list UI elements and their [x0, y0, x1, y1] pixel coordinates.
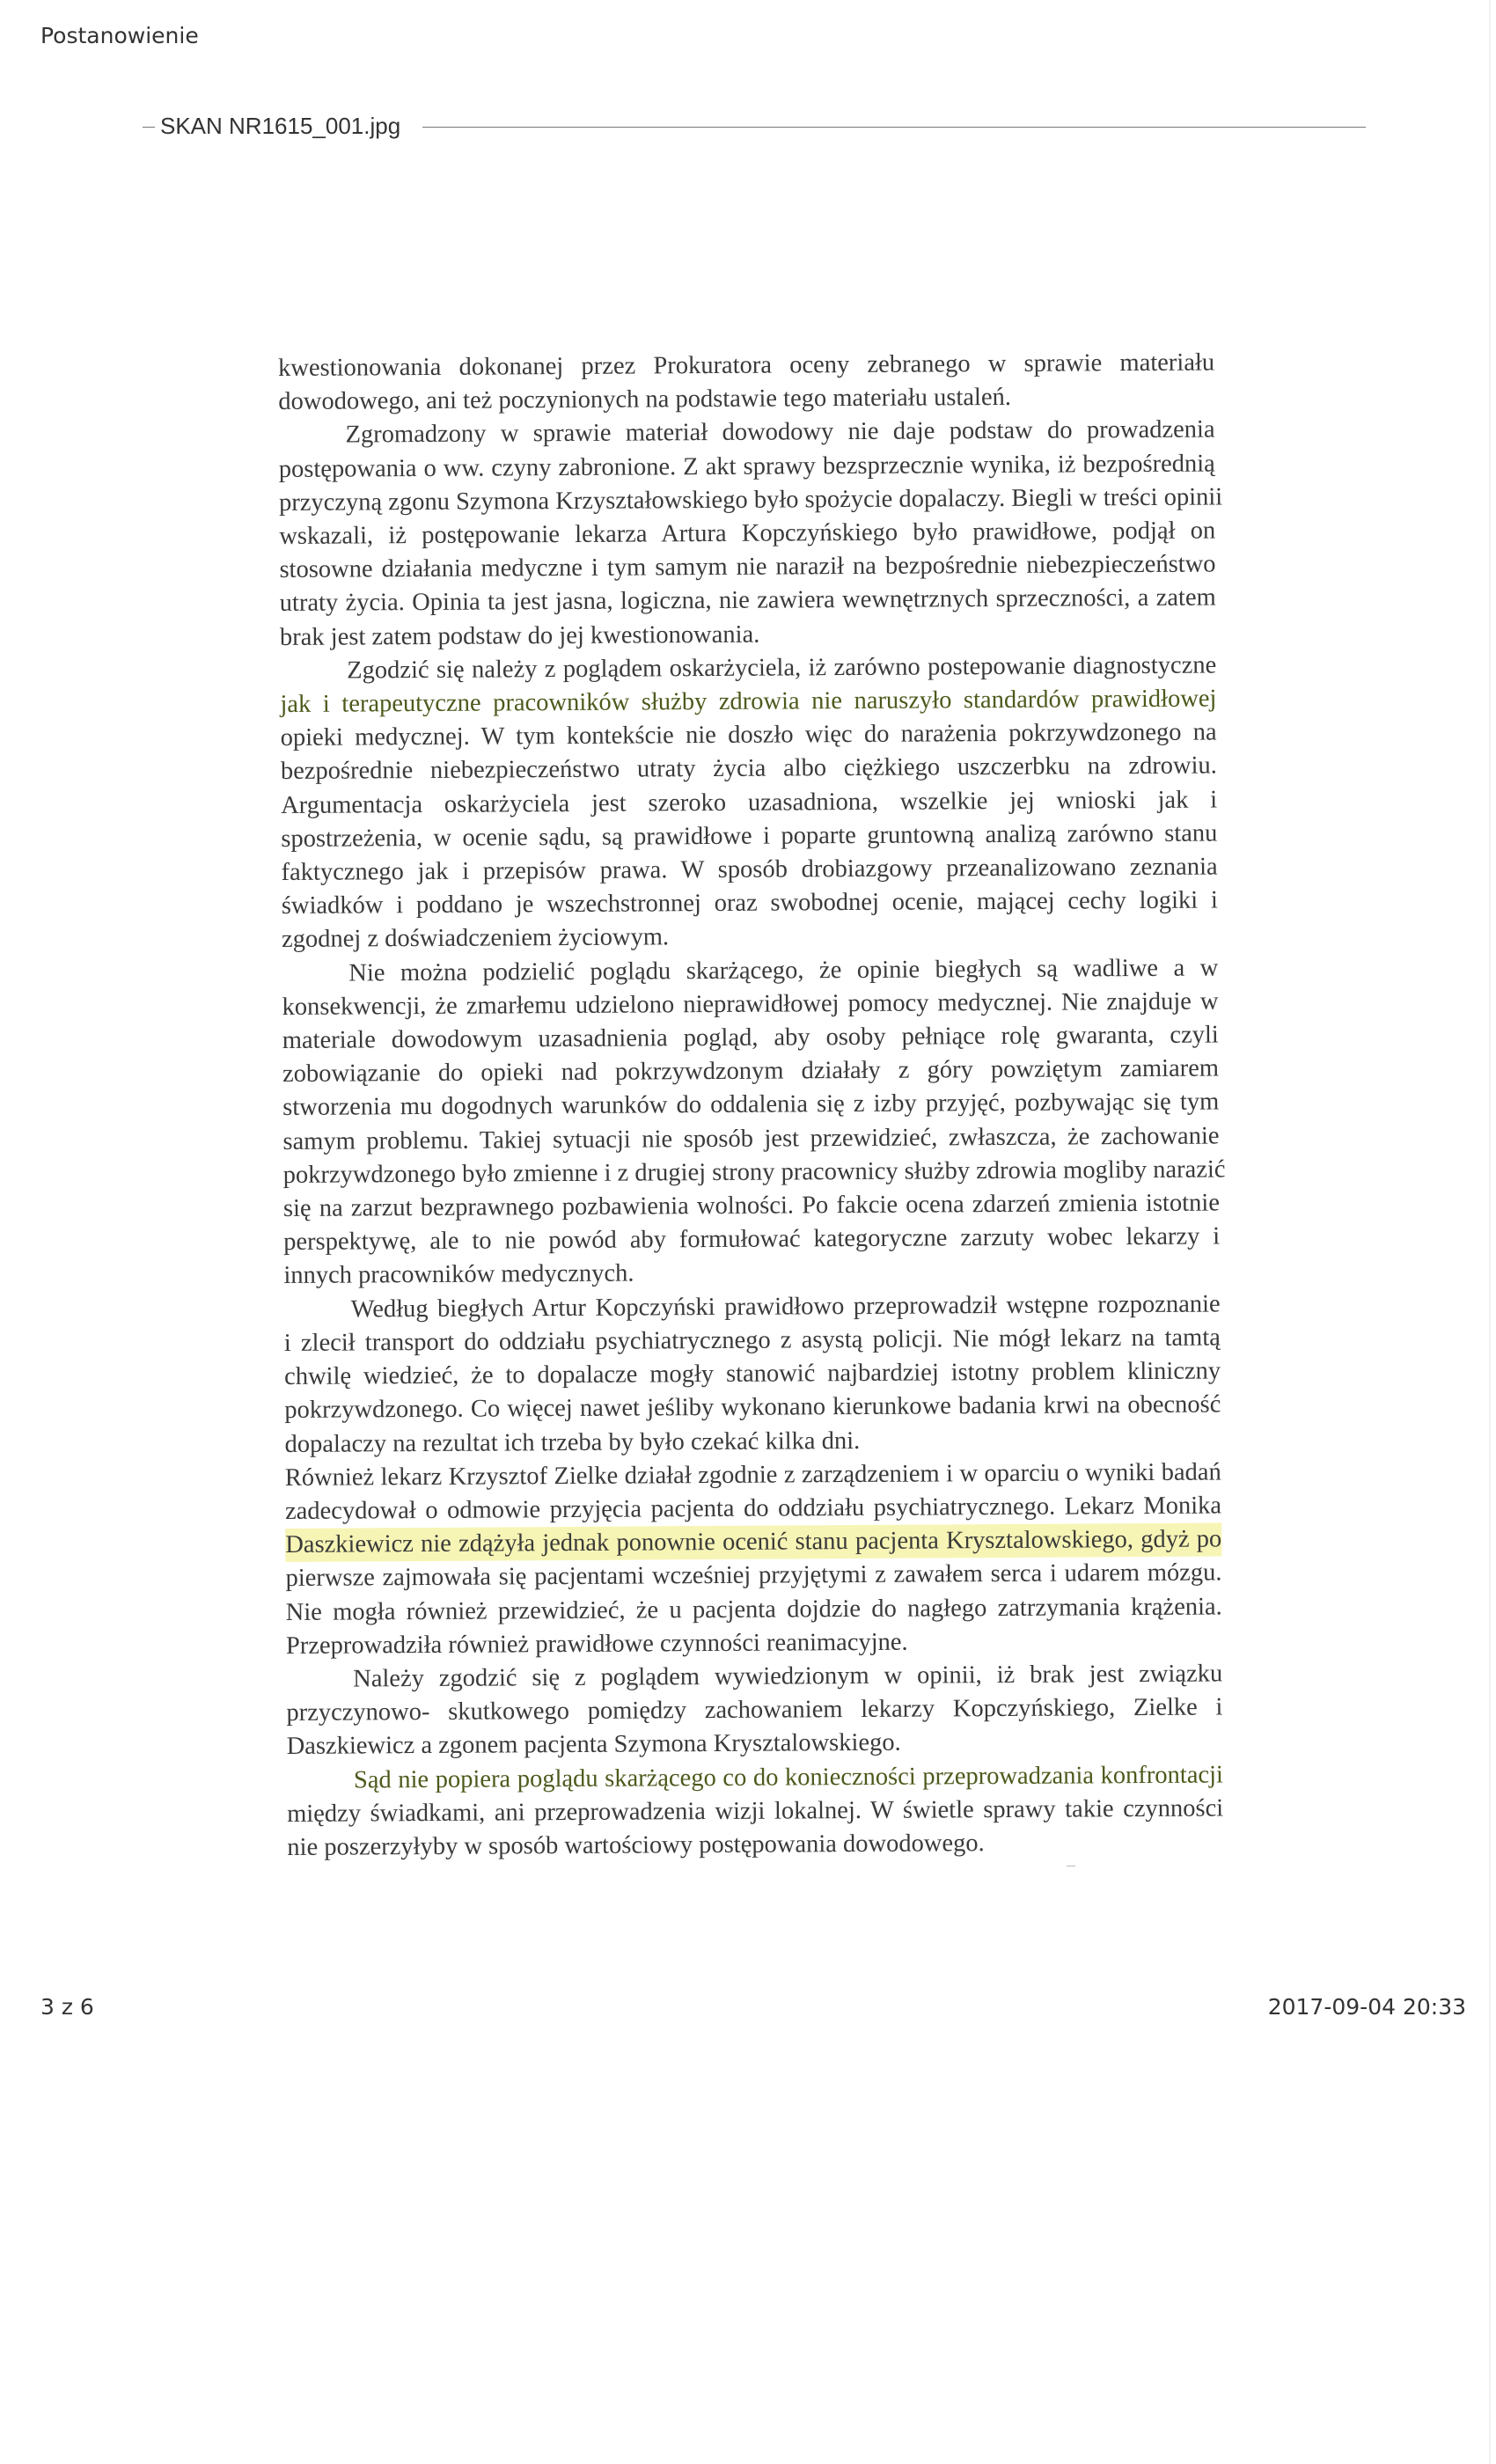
- paragraph-4: [282, 951, 1226, 1294]
- paragraph-5: [284, 1287, 1221, 1462]
- text-line: Daszkiewicz a zgonem pacjenta Szymona Krysztalowskiego.: [286, 1729, 901, 1761]
- text-line: innych pracowników medycznych.: [283, 1260, 634, 1290]
- scan-file-title-row: [143, 109, 1366, 144]
- text-line: Również lekarz Krzysztof Zielke działał zgodnie z zarządzeniem i w oparciu o wyniki badań: [284, 1458, 1221, 1492]
- text-line: Zgodzić się należy z poglądem oskarżyciela, iż zarówno postepowanie diagnostyczne: [347, 651, 1217, 685]
- text-line: Zgromadzony w sprawie materiał dowodowy nie daje podstaw do prowadzenia: [345, 415, 1215, 449]
- text-line: zadecydował o odmowie przyjęcia pacjenta do oddziału psychiatrycznego. Lekarz Monika: [284, 1492, 1222, 1525]
- text-line: dowodowego, ani też poczynionych na podstawie tego materiału ustaleń.: [278, 384, 1012, 416]
- paragraph-6: [285, 1456, 1222, 1663]
- text-line: przyczyną zgonu Szymona Krzyształowskiego było spożycie dopalaczy. Biegli w treści opinii: [278, 483, 1223, 517]
- text-line: się na zarzut bezprawnego pozbawienia wolności. Po fakcie ocena zdarzeń zmienia istotnie: [282, 1189, 1221, 1223]
- text-line: pokrzywdzonego było zmienne i z drugiej strony pracownicy służby zdrowia mogliby narazić: [282, 1155, 1226, 1189]
- paragraph-1: [278, 347, 1214, 420]
- text-line: Przeprowadziła również prawidłowe czynności reanimacyjne.: [285, 1628, 908, 1660]
- scan-file-name: SKAN NR1615_001.jpg: [160, 113, 401, 139]
- text-line: spostrzeżenia, w ocenie sądu, są prawidłowe i poparte gruntowną analizą zarówno stanu: [281, 819, 1218, 853]
- text-line: opieki medycznej. W tym kontekście nie doszło więc do narażenia pokrzywdzonego na: [280, 718, 1217, 752]
- text-line: Sąd nie popiera poglądu skarżącego co do konieczności przeprowadzania konfrontacji: [353, 1761, 1223, 1794]
- title-rule-left: [143, 127, 155, 128]
- text-line: Nie można podzielić poglądu skarżącego, że opinie biegłych są wadliwe a w: [348, 954, 1219, 987]
- text-line: pokrzywdzonego. Co więcej nawet jeśliby wykonano kierunkowe badania krwi na obecność: [284, 1390, 1221, 1425]
- text-line: wskazali, iż postępowanie lekarza Artura Kopczyńskiego było prawidłowe, podjął on: [279, 517, 1216, 551]
- text-line: dopalaczy na rezultat ich trzeba by było czekać kilka dni.: [284, 1426, 861, 1458]
- page-number: 3 z 6: [40, 1994, 94, 2020]
- text-line: zgodnej z doświadczeniem życiowym.: [281, 923, 670, 954]
- title-rule-right: [422, 127, 1366, 128]
- text-line: bezpośrednie niebezpieczeństwo utraty życia albo ciężkiego uszczerbku na zdrowiu.: [280, 752, 1217, 786]
- text-line: Argumentacja oskarżyciela jest szeroko uzasadniona, wszelkie jej wnioski jak i: [281, 786, 1218, 819]
- text-line: między świadkami, ani przeprowadzenia wizji lokalnej. W świetle sprawy takie czynności: [287, 1794, 1224, 1828]
- text-line: perspektywę, ale to nie powód aby formułować kategoryczne zarzuty wobec lekarzy i: [283, 1222, 1221, 1257]
- text-line: nie poszerzyłyby w sposób wartościowy postępowania dowodowego.: [287, 1830, 985, 1861]
- paragraph-2: [278, 414, 1223, 655]
- text-line: stworzenia mu dogodnych warunków do oddalenia się z izby przyjęć, pozbywając się tym: [282, 1088, 1220, 1122]
- text-line: Według biegłych Artur Kopczyński prawidłowo przeprowadził wstępne rozpoznanie: [350, 1290, 1221, 1324]
- highlighted-text-line: Daszkiewicz nie zdążyła jednak ponownie ocenić stanu pacjenta Krysztalowskiego, gdyż po: [285, 1523, 1221, 1563]
- paragraph-8: [287, 1758, 1224, 1865]
- text-line: i zlecił transport do oddziału psychiatrycznego z asystą policji. Nie mógł lekarz na tamtą: [283, 1324, 1221, 1357]
- paragraph-3: [280, 649, 1218, 957]
- paragraph-7: [286, 1657, 1223, 1764]
- text-line: jak i terapeutyczne pracowników służby zdrowia nie naruszyło standardów prawidłowej: [280, 685, 1217, 719]
- text-line: Nie mogła również przewidzieć, że u pacjenta dojdzie do nagłego zatrzymania krążenia.: [285, 1592, 1222, 1626]
- text-line: materiale dowodowym uzasadnienia pogląd, aby osoby pełniące rolę gwaranta, czyli: [282, 1021, 1219, 1055]
- text-line: zobowiązanie do opieki nad pokrzywdzonym działały z góry powziętym zamiarem: [282, 1054, 1220, 1089]
- text-line: Należy zgodzić się z poglądem wywiedzionym w opinii, iż brak jest związku: [353, 1660, 1223, 1693]
- print-timestamp: 2017-09-04 20:33: [1267, 1994, 1466, 2020]
- text-line: przyczynowo- skutkowego pomiędzy zachowaniem lekarzy Kopczyńskiego, Zielke i: [286, 1693, 1223, 1727]
- text-line: brak jest zatem podstaw do jej kwestionowania.: [279, 620, 760, 651]
- print-header-title: Postanowienie: [40, 23, 199, 48]
- text-line: samym problemu. Takiej sytuacji nie sposób jest przewidzieć, zwłaszcza, że zachowanie: [282, 1122, 1220, 1155]
- scan-right-edge: [1489, 0, 1491, 2464]
- text-line: pierwsze zajmowała się pacjentami wcześniej przyjętymi z zawałem serca i udarem mózgu.: [285, 1558, 1222, 1593]
- text-line: kwestionowania dokonanej przez Prokuratora oceny zebranego w sprawie materiału: [278, 348, 1215, 382]
- text-line: konsekwencji, że zmarłemu udzielono nieprawidłowej pomocy medycznej. Nie znajduje w: [282, 987, 1219, 1021]
- text-line: świadków i poddano je wszechstronnej oraz swobodnej ocenie, mającej cechy logiki i: [281, 886, 1218, 920]
- text-line: faktycznego jak i przepisów prawa. W sposób drobiazgowy przeanalizowano zeznania: [281, 853, 1218, 887]
- text-line: postępowania o ww. czyny zabronione. Z akt sprawy bezsprzecznie wynika, iż bezpośrednią: [278, 450, 1215, 483]
- text-line: chwilę wiedzieć, że to dopalacze mogły stanowić najbardziej istotny problem kliniczny: [284, 1357, 1221, 1391]
- scanned-document-body: [278, 347, 1226, 1866]
- text-line: utraty życia. Opinia ta jest jasna, logiczna, nie zawiera wewnętrznych sprzeczności, a zatem: [279, 583, 1216, 618]
- text-line: stosowne działania medyczne i tym samym nie naraził na bezpośrednie niebezpieczeństwo: [279, 550, 1216, 584]
